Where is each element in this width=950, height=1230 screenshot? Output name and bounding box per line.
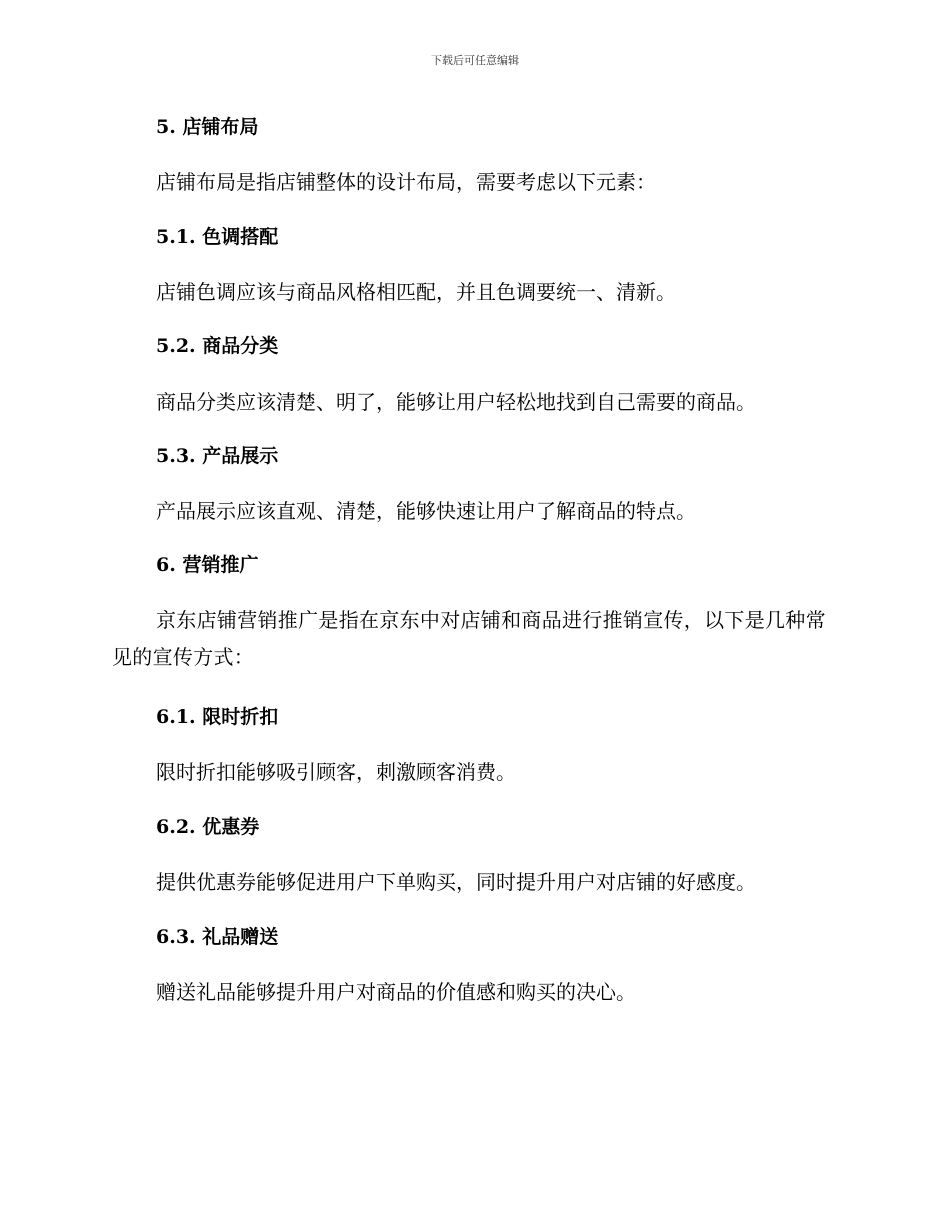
- section-5-2-heading: 5.2. 商品分类: [156, 335, 279, 357]
- section-6-3-body: 赠送礼品能够提升用户对商品的价值感和购买的决心。: [156, 980, 636, 1004]
- section-5-1-body: 店铺色调应该与商品风格相匹配，并且色调要统一、清新。: [156, 280, 676, 304]
- section-6-2-body: 提供优惠券能够促进用户下单购买，同时提升用户对店铺的好感度。: [156, 870, 756, 894]
- section-5-3-body: 产品展示应该直观、清楚，能够快速让用户了解商品的特点。: [156, 499, 696, 523]
- section-5-heading: 5. 店铺布局: [156, 116, 259, 138]
- section-5-1-heading: 5.1. 色调搭配: [156, 226, 279, 248]
- section-6-1-heading: 6.1. 限时折扣: [156, 706, 279, 728]
- page-header: 下载后可任意编辑: [431, 54, 519, 67]
- section-5-intro: 店铺布局是指店铺整体的设计布局，需要考虑以下元素：: [156, 170, 656, 194]
- section-5-2-body: 商品分类应该清楚、明了，能够让用户轻松地找到自己需要的商品。: [156, 390, 756, 414]
- section-6-1-body: 限时折扣能够吸引顾客，刺激顾客消费。: [156, 760, 516, 784]
- section-6-intro: 京东店铺营销推广是指在京东中对店铺和商品进行推销宣传，以下是几种常见的宣传方式：: [112, 608, 826, 669]
- section-5-3-heading: 5.3. 产品展示: [156, 445, 279, 467]
- section-6-heading: 6. 营销推广: [156, 554, 259, 576]
- section-6-2-heading: 6.2. 优惠券: [156, 816, 260, 838]
- section-6-3-heading: 6.3. 礼品赠送: [156, 926, 279, 948]
